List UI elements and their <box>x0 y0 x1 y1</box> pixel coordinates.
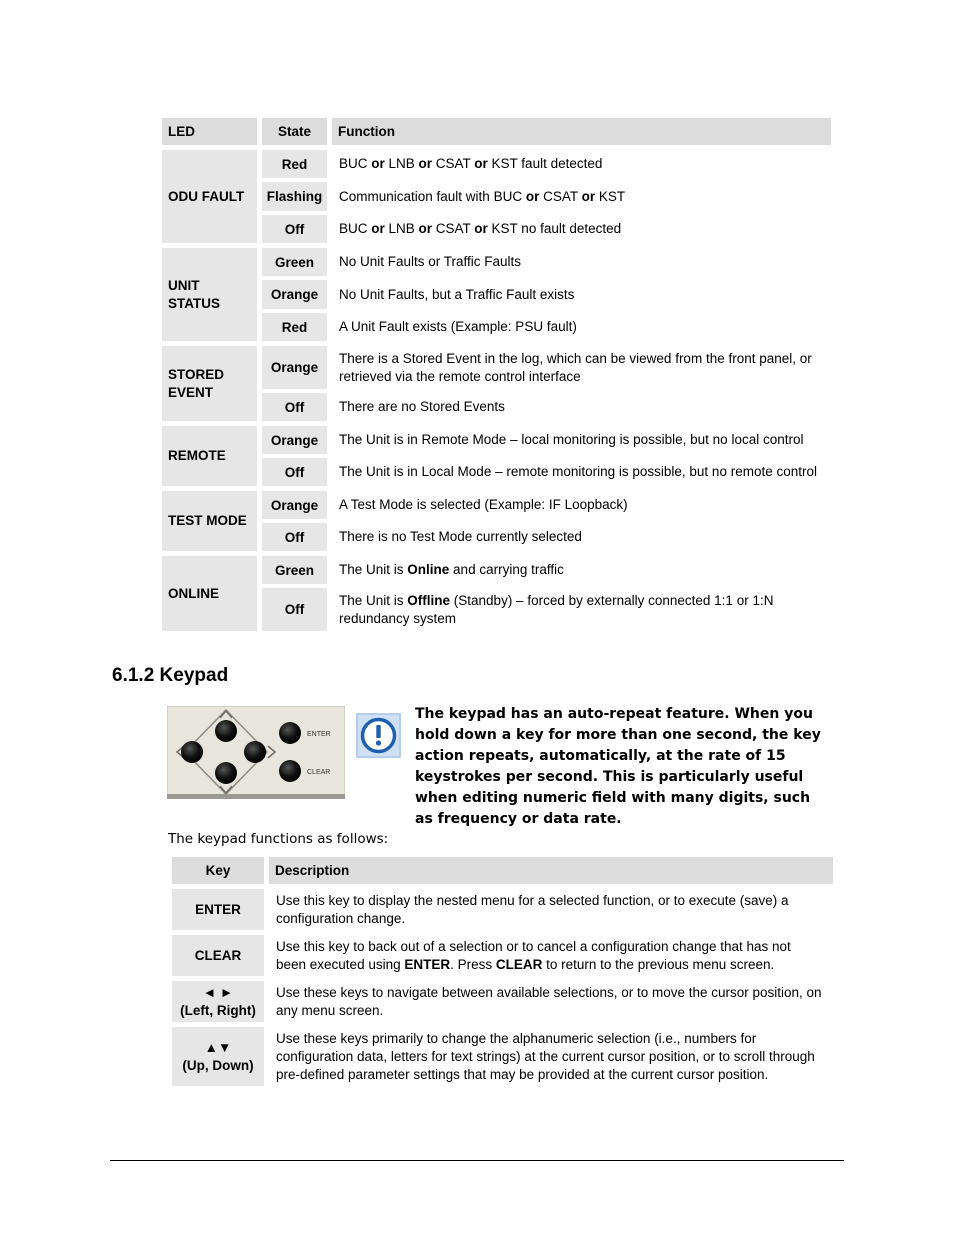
section-heading: 6.1.2 Keypad <box>112 665 229 686</box>
led-state: Orange <box>262 491 327 519</box>
key-description: Use this key to back out of a selection or to cancel a configuration change that has not been executed using ENTER. Press CLEAR to return to the previous menu screen. <box>276 938 791 972</box>
clear-key-label: CLEAR <box>307 769 331 776</box>
description-header: Description <box>269 857 833 884</box>
led-function: There are no Stored Events <box>339 399 505 414</box>
led-state: Off <box>262 215 327 243</box>
clear-key[interactable] <box>279 760 301 782</box>
enter-key-label: ENTER <box>307 731 331 738</box>
led-state: Off <box>262 588 327 631</box>
led-state: Green <box>262 556 327 584</box>
led-name: REMOTE <box>162 426 257 486</box>
state-header: State <box>262 118 327 145</box>
keypad-intro-text: The keypad functions as follows: <box>168 831 389 847</box>
led-function: BUC or LNB or CSAT or KST fault detected <box>339 156 603 171</box>
led-function: Communication fault with BUC or CSAT or KST <box>339 188 626 204</box>
led-function: No Unit Faults or Traffic Faults <box>339 254 522 269</box>
led-state: Orange <box>262 426 327 454</box>
led-function: BUC or LNB or CSAT or KST no fault detected <box>339 221 622 236</box>
led-state: Red <box>262 313 327 341</box>
led-function: The Unit is Online and carrying traffic <box>339 562 564 577</box>
led-name: UNIT STATUS <box>162 248 257 341</box>
led-function: The Unit is Offline (Standby) – forced by externally connected 1:1 or 1:N redundancy system <box>339 592 774 626</box>
led-state: Orange <box>262 346 327 389</box>
led-name: ODU FAULT <box>162 150 257 243</box>
led-name: TEST MODE <box>162 491 257 551</box>
key-name: CLEAR <box>172 935 264 976</box>
down-key[interactable] <box>215 762 237 784</box>
key-name: ENTER <box>172 889 264 930</box>
led-function: The Unit is in Local Mode – remote monitoring is possible, but no remote control <box>339 464 817 479</box>
keypad-illustration <box>167 706 345 799</box>
footer-rule <box>110 1160 844 1161</box>
key-description: Use this key to display the nested menu for a selected function, or to execute (save) a configuration change. <box>276 892 789 926</box>
led-function: A Unit Fault exists (Example: PSU fault) <box>339 319 577 334</box>
led-state: Red <box>262 150 327 178</box>
keypad-image <box>167 706 345 799</box>
led-state: Green <box>262 248 327 276</box>
info-icon <box>356 713 401 758</box>
function-header: Function <box>332 118 831 145</box>
key-description: Use these keys to navigate between available selections, or to move the cursor position, on any menu screen. <box>276 984 822 1018</box>
led-state: Off <box>262 393 327 421</box>
led-state: Flashing <box>262 182 327 211</box>
left-key[interactable] <box>181 741 203 763</box>
led-function: No Unit Faults, but a Traffic Fault exists <box>339 286 575 302</box>
led-function: The Unit is in Remote Mode – local monitoring is possible, but no local control <box>339 432 804 447</box>
led-state: Off <box>262 458 327 486</box>
key-name: ▲▼ (Up, Down) <box>172 1027 264 1086</box>
key-header: Key <box>172 857 264 884</box>
right-key[interactable] <box>244 741 266 763</box>
enter-key[interactable] <box>279 722 301 744</box>
led-name: STORED EVENT <box>162 346 257 421</box>
led-function: There is a Stored Event in the log, which can be viewed from the front panel, or retrieved via the remote control interface <box>339 350 812 384</box>
led-function: A Test Mode is selected (Example: IF Loopback) <box>339 497 628 512</box>
key-name: ◄ ► (Left, Right) <box>172 981 264 1022</box>
key-description: Use these keys primarily to change the alphanumeric selection (i.e., numbers for configuration data, letters for text strings) at the current cursor position, or to scroll through pre-defined parameter settings that may be provided at the current cursor position. <box>276 1030 815 1082</box>
note-text: The keypad has an auto-repeat feature. When you hold down a key for more than one second, the key action repeats, automatically, at the rate of 15 keystrokes per second. This is particularly useful when editing numeric field with many digits, such as frequency or data rate. <box>415 706 821 827</box>
led-header: LED <box>162 118 257 145</box>
led-state: Off <box>262 523 327 551</box>
led-function: There is no Test Mode currently selected <box>339 529 582 544</box>
led-name: ONLINE <box>162 556 257 631</box>
led-state: Orange <box>262 280 327 309</box>
up-key[interactable] <box>215 720 237 742</box>
